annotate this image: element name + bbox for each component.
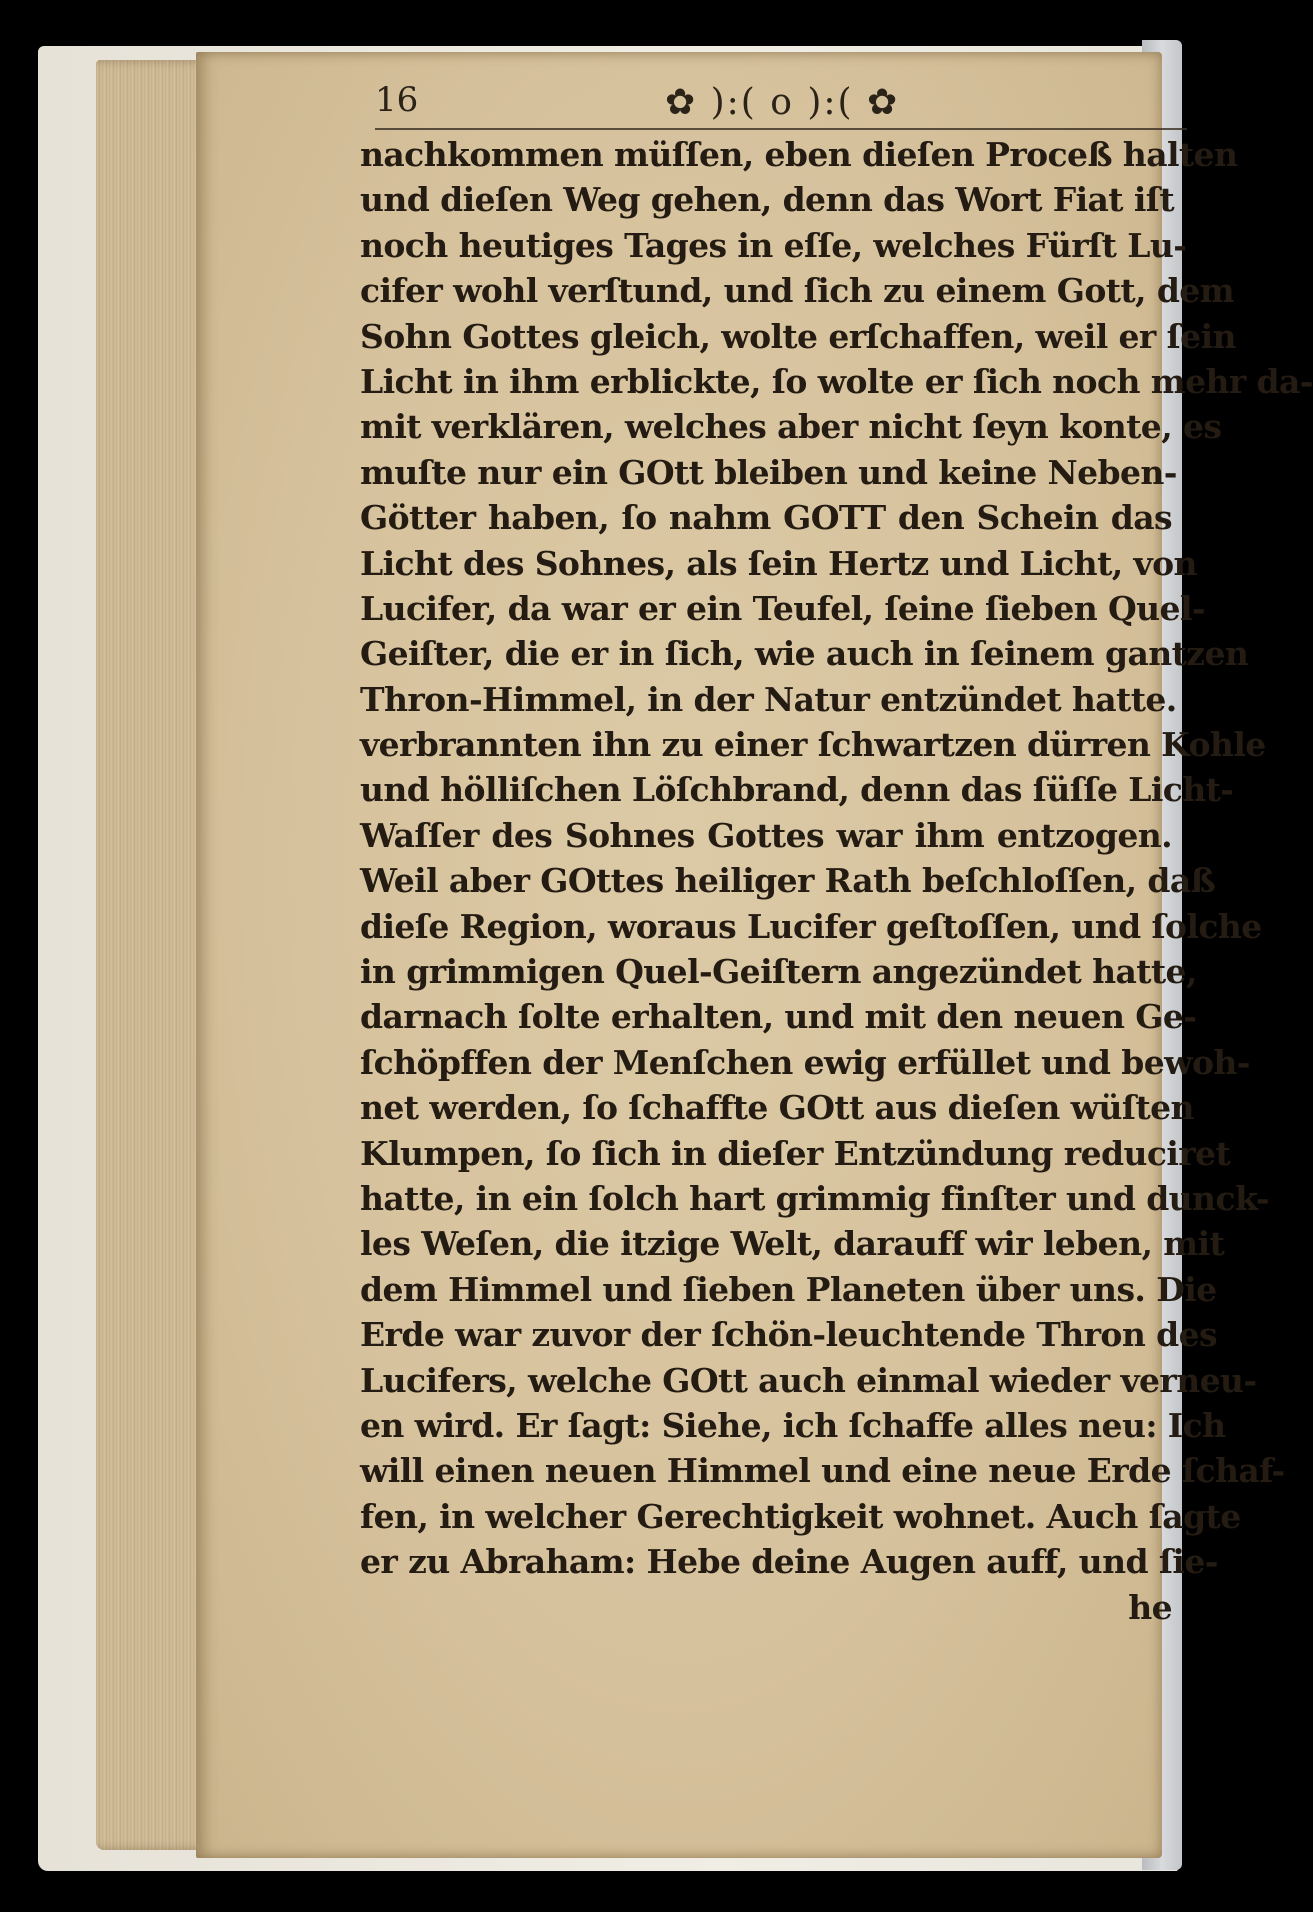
text-line: dem Himmel und ſieben Planeten über uns. Die xyxy=(360,1269,1217,1309)
text-line: Sohn Gottes gleich, wolte erſchaffen, weil er ſein xyxy=(360,316,1236,356)
text-line: mit verklären, welches aber nicht ſeyn konte, es xyxy=(360,407,1222,447)
text-line: hatte, in ein ſolch hart grimmig finſter und dunck- xyxy=(360,1178,1269,1218)
text-line: und hölliſchen Löſchbrand, denn das ſüſſe Licht- xyxy=(360,770,1234,810)
text-line: Erde war zuvor der ſchön-leuchtende Thron des xyxy=(360,1315,1217,1355)
text-line: Lucifers, welche GOtt auch einmal wieder verneu- xyxy=(360,1360,1257,1400)
text-line: Klumpen, ſo ſich in dieſer Entzündung reduciret xyxy=(360,1133,1231,1173)
text-line: Geiſter, die er in ſich, wie auch in ſeinem gantzen xyxy=(360,634,1249,674)
text-line: cifer wohl verſtund, und ſich zu einem Gott, dem xyxy=(360,271,1235,311)
text-line: les Weſen, die itzige Welt, darauff wir leben, mit xyxy=(360,1224,1225,1264)
text-line: noch heutiges Tages in eſſe, welches Fürſt Lu- xyxy=(360,225,1187,265)
catchword: he xyxy=(1128,1587,1172,1627)
text-line: Waſſer des Sohnes Gottes war ihm entzogen. xyxy=(360,815,1172,855)
text-line: er zu Abraham: Hebe deine Augen auff, und ſie- xyxy=(360,1542,1218,1582)
page-number: 16 xyxy=(375,80,419,120)
text-line: Thron-Himmel, in der Natur entzündet hatte. xyxy=(360,679,1177,719)
text-line: fen, in welcher Gerechtigkeit wohnet. Auch ſagte xyxy=(360,1496,1241,1536)
text-line: ſchöpffen der Menſchen ewig erfüllet und bewoh- xyxy=(360,1042,1250,1082)
text-line: dieſe Region, woraus Lucifer geſtoſſen, und ſolche xyxy=(360,906,1262,946)
text-line: will einen neuen Himmel und eine neue Erde ſchaf- xyxy=(360,1451,1285,1491)
text-line: verbrannten ihn zu einer ſchwartzen dürren Kohle xyxy=(360,725,1266,765)
text-line: muſte nur ein GOtt bleiben und keine Neben- xyxy=(360,452,1177,492)
text-line: nachkommen müſſen, eben dieſen Proceß halten xyxy=(360,135,1238,174)
header-rule xyxy=(375,128,1187,130)
text-line: en wird. Er ſagt: Siehe, ich ſchaffe alles neu: Ich xyxy=(360,1405,1226,1445)
text-line: Licht in ihm erblickte, ſo wolte er ſich noch mehr da- xyxy=(360,361,1313,401)
page-header xyxy=(375,80,1195,140)
text-line: Weil aber GOttes heiliger Rath beſchloſſen, daß xyxy=(360,861,1216,901)
body-text xyxy=(360,132,1313,1630)
text-line: darnach ſolte erhalten, und mit den neuen Ge- xyxy=(360,997,1197,1037)
text-line: Götter haben, ſo nahm GOTT den Schein das xyxy=(360,498,1172,538)
running-head-ornament: ✿ ):( o ):( ✿ xyxy=(665,82,900,123)
text-line: und dieſen Weg gehen, denn das Wort Fiat iſt xyxy=(360,180,1175,220)
text-line: in grimmigen Quel-Geiſtern angezündet hatte, xyxy=(360,952,1197,992)
text-line: net werden, ſo ſchaffte GOtt aus dieſen wüſten xyxy=(360,1088,1194,1128)
text-line: Lucifer, da war er ein Teufel, ſeine ſieben Quel- xyxy=(360,588,1205,628)
text-line: Licht des Sohnes, als ſein Hertz und Licht, von xyxy=(360,543,1197,583)
